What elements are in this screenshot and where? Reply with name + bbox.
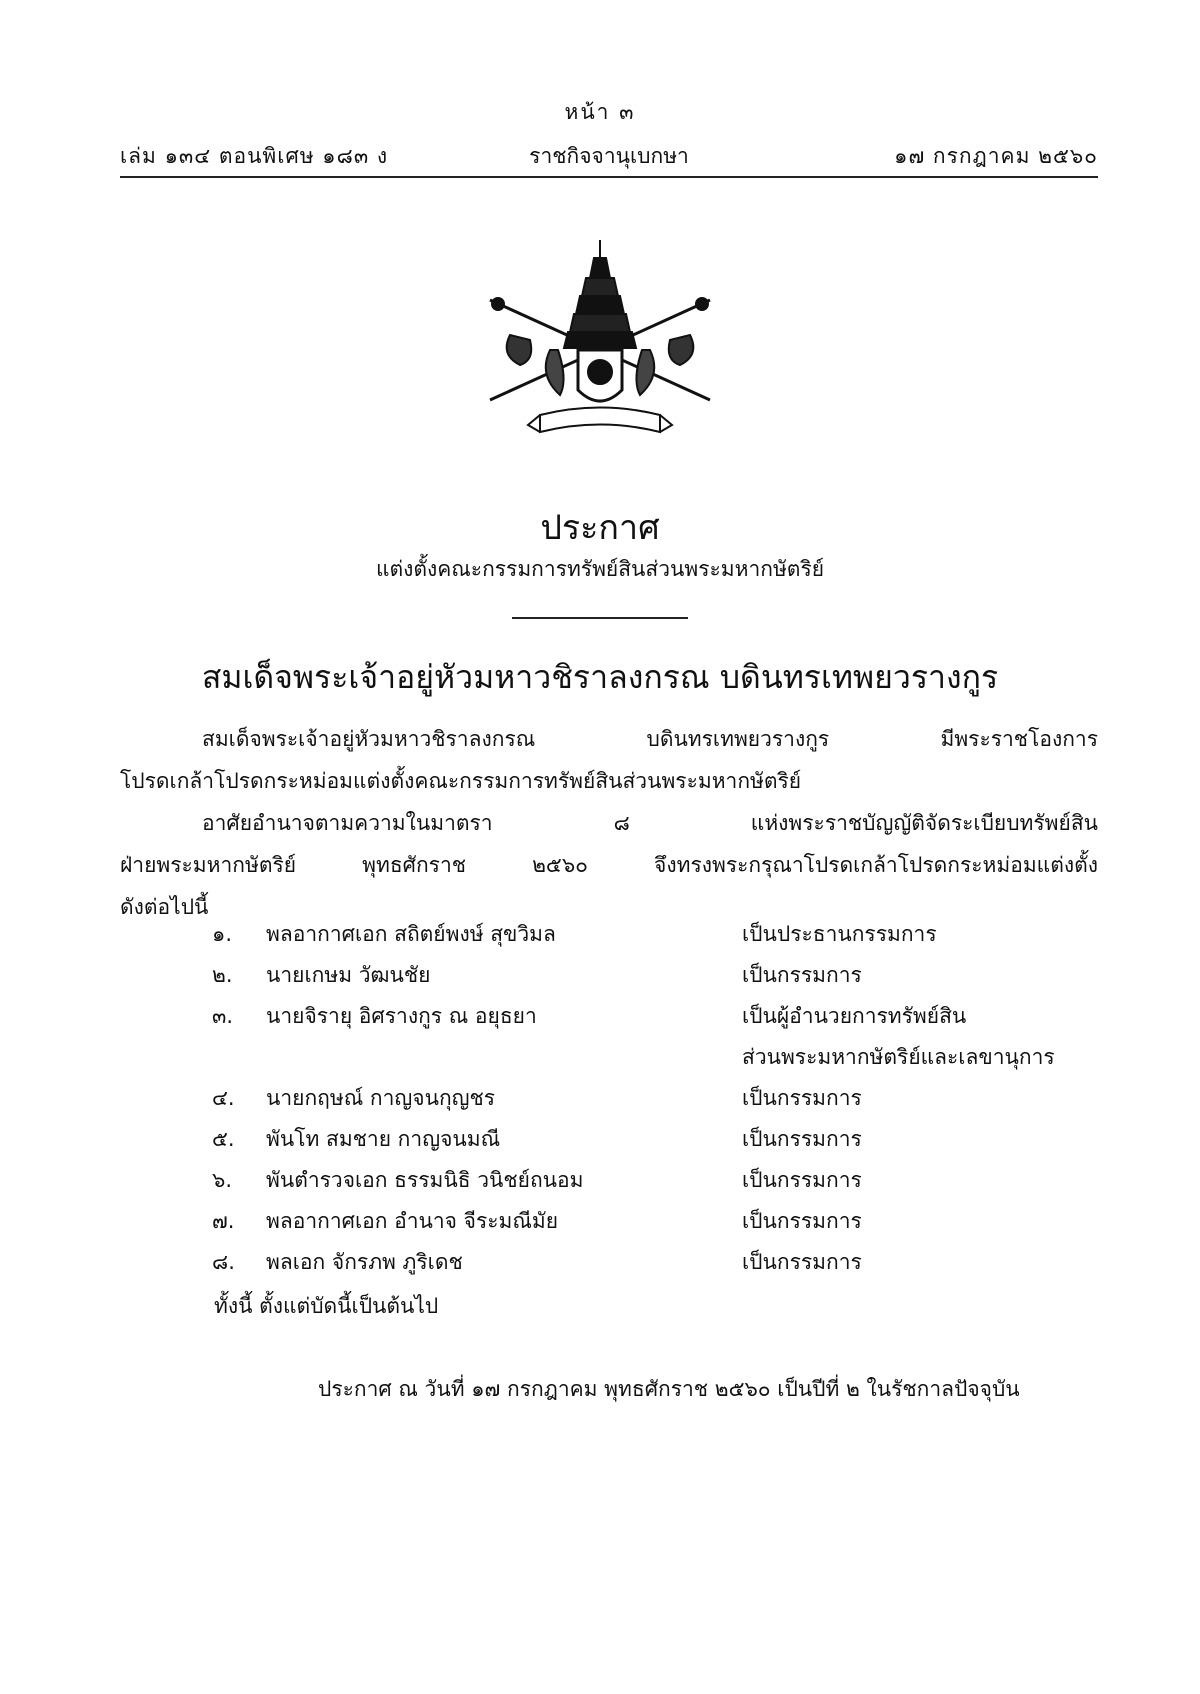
member-role: เป็นกรรมการ <box>742 1250 862 1274</box>
member-name: พลอากาศเอก อำนาจ จีระมณีมัย <box>266 1209 559 1233</box>
member-role: เป็นกรรมการ <box>742 1127 862 1151</box>
document-title: ประกาศ <box>540 508 660 548</box>
effective-clause: ทั้งนี้ ตั้งแต่บัดนี้เป็นต้นไป <box>214 1294 439 1318</box>
title-divider <box>512 617 688 619</box>
member-name: นายจิรายุ อิศรางกูร ณ อยุธยา <box>266 1004 537 1028</box>
volume-info: เล่ม ๑๓๔ ตอนพิเศษ ๑๘๓ ง <box>120 144 389 168</box>
list-item <box>200 1164 1100 1205</box>
member-number: ๖. <box>212 1168 233 1192</box>
member-role: เป็นกรรมการ <box>742 963 862 987</box>
gazette-name: ราชกิจจานุเบกษา <box>529 144 689 168</box>
given-date-line: ประกาศ ณ วันที่ ๑๗ กรกฎาคม พุทธศักราช ๒๕๖๐ เป็นปีที่ ๒ ในรัชกาลปัจจุบัน <box>318 1377 1020 1401</box>
member-number: ๓. <box>212 1004 234 1028</box>
paragraph-1 <box>120 718 1098 802</box>
publication-date: ๑๗ กรกฎาคม ๒๕๖๐ <box>894 144 1098 168</box>
paragraph-2-line-3: ดังต่อไปนี้ <box>120 895 209 919</box>
member-number: ๔. <box>212 1086 235 1110</box>
member-name: พันตำรวจเอก ธรรมนิธิ วนิชย์ถนอม <box>266 1168 584 1192</box>
royal-seal-icon <box>470 240 730 450</box>
list-item <box>200 1123 1100 1164</box>
list-item <box>200 918 1100 959</box>
member-number: ๑. <box>212 922 233 946</box>
gazette-header <box>120 140 1098 174</box>
member-role: เป็นกรรมการ <box>742 1209 862 1233</box>
member-number: ๗. <box>212 1209 235 1233</box>
paragraph-2-line-1: อาศัยอำนาจตามความในมาตรา ๘ แห่งพระราชบัญญัติจัดระเบียบทรัพย์สิน <box>202 811 1098 835</box>
member-number: ๒. <box>212 963 233 987</box>
king-heading: สมเด็จพระเจ้าอยู่หัวมหาวชิราลงกรณ บดินทรเทพยวรางกูร <box>201 658 999 696</box>
paragraph-1-line-2: โปรดเกล้าโปรดกระหม่อมแต่งตั้งคณะกรรมการทรัพย์สินส่วนพระมหากษัตริย์ <box>120 769 802 793</box>
list-item <box>200 1205 1100 1246</box>
paragraph-2-line-2: ฝ่ายพระมหากษัตริย์ พุทธศักราช ๒๕๖๐ จึงทรงพระกรุณาโปรดเกล้าโปรดกระหม่อมแต่งตั้ง <box>120 853 1098 877</box>
member-list <box>200 918 1100 1287</box>
list-item <box>200 959 1100 1000</box>
paragraph-2 <box>120 802 1098 928</box>
header-divider <box>120 176 1098 178</box>
paragraph-1-line-1: สมเด็จพระเจ้าอยู่หัวมหาวชิราลงกรณ บดินทรเทพยวรางกูร มีพระราชโองการ <box>202 727 1098 751</box>
list-item <box>200 1246 1100 1287</box>
document-subtitle: แต่งตั้งคณะกรรมการทรัพย์สินส่วนพระมหากษัตริย์ <box>375 557 825 581</box>
member-name: พลอากาศเอก สถิตย์พงษ์ สุขวิมล <box>266 922 556 946</box>
member-role: เป็นกรรมการ <box>742 1086 862 1110</box>
member-name: นายเกษม วัฒนชัย <box>266 963 431 987</box>
member-role: เป็นผู้อำนวยการทรัพย์สิน <box>742 1004 967 1028</box>
member-name: นายกฤษณ์ กาญจนกุญชร <box>266 1086 496 1110</box>
list-item <box>200 1000 1100 1082</box>
member-name: พลเอก จักรภพ ภูริเดช <box>266 1250 463 1274</box>
page-number: หน้า ๓ <box>564 100 636 124</box>
member-name: พันโท สมชาย กาญจนมณี <box>266 1127 501 1151</box>
member-role-continued: ส่วนพระมหากษัตริย์และเลขานุการ <box>742 1045 1055 1069</box>
member-role: เป็นกรรมการ <box>742 1168 862 1192</box>
member-number: ๕. <box>212 1127 235 1151</box>
member-role: เป็นประธานกรรมการ <box>742 922 937 946</box>
member-number: ๘. <box>212 1250 235 1274</box>
list-item <box>200 1082 1100 1123</box>
